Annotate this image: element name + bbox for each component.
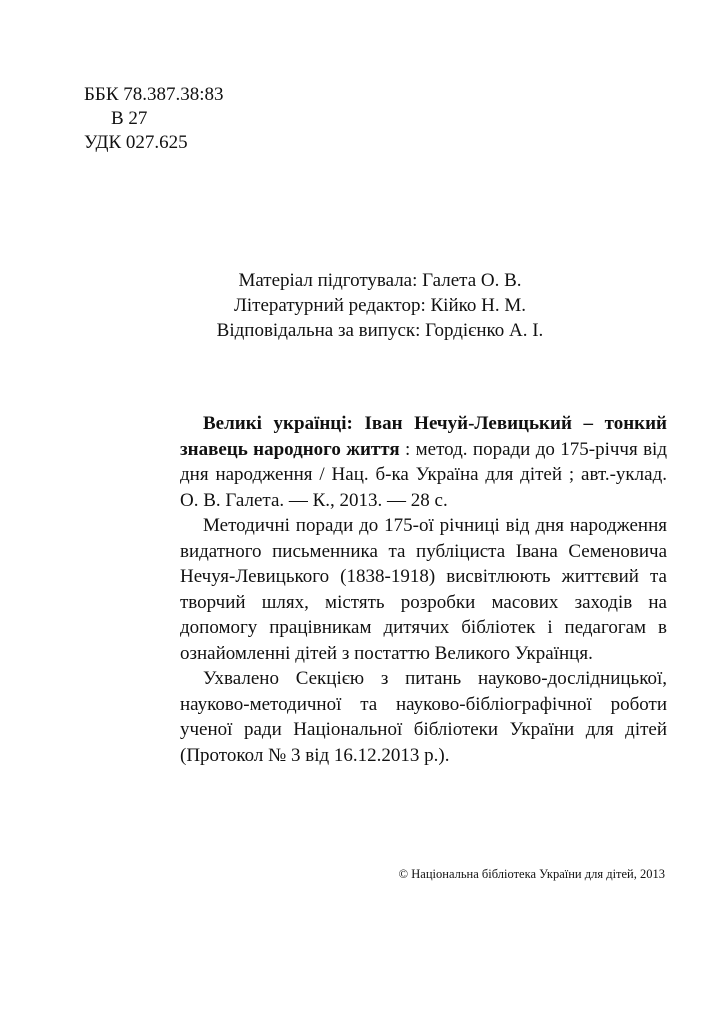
- literary-editor-line: Літературний редактор: Кійко Н. М.: [234, 295, 526, 316]
- classification-block: [84, 83, 224, 155]
- copyright-notice: © Національна бібліотека України для дітей, 2013: [398, 867, 665, 881]
- bibliographic-details: : метод. поради до 175-річчя від дня народження / Нац. б-ка Україна для дітей ; авт.-уклад. О. В. Галета. — К., 2013. — 28 с.: [180, 438, 667, 511]
- bibliographic-record: [180, 411, 667, 513]
- responsible-line: Відповідальна за випуск: Гордієнко А. І.: [216, 320, 544, 341]
- bbk-code: ББК 78.387.38:83: [84, 84, 224, 105]
- author-mark: В 27: [111, 108, 148, 129]
- annotation-block: [180, 411, 667, 768]
- credits-block: [150, 268, 610, 343]
- prepared-by-line: Матеріал підготувала: Галета О. В.: [238, 270, 522, 291]
- approval-paragraph: Ухвалено Секцією з питань науково-дослідницької, науково-методичної та науково-бібліографічної роботи ученої ради Національної бібліотеки України для дітей (Протокол № 3 від 16.12.2013 р.).: [180, 668, 667, 766]
- book-title: Великі українці: Іван Нечуй-Левицький – тонкий знавець народного життя: [180, 413, 667, 460]
- udk-code: УДК 027.625: [84, 132, 188, 153]
- summary-paragraph: Методичні поради до 175-ої річниці від дня народження видатного письменника та публіциста Івана Семеновича Нечуя-Левицького (1838-1918) висвітлюють життєвий та творчий шлях, містять розробки масових заходів на допомогу працівникам дитячих бібліотек і педагогам в ознайомленні дітей з постаттю Великого Українця.: [180, 515, 667, 664]
